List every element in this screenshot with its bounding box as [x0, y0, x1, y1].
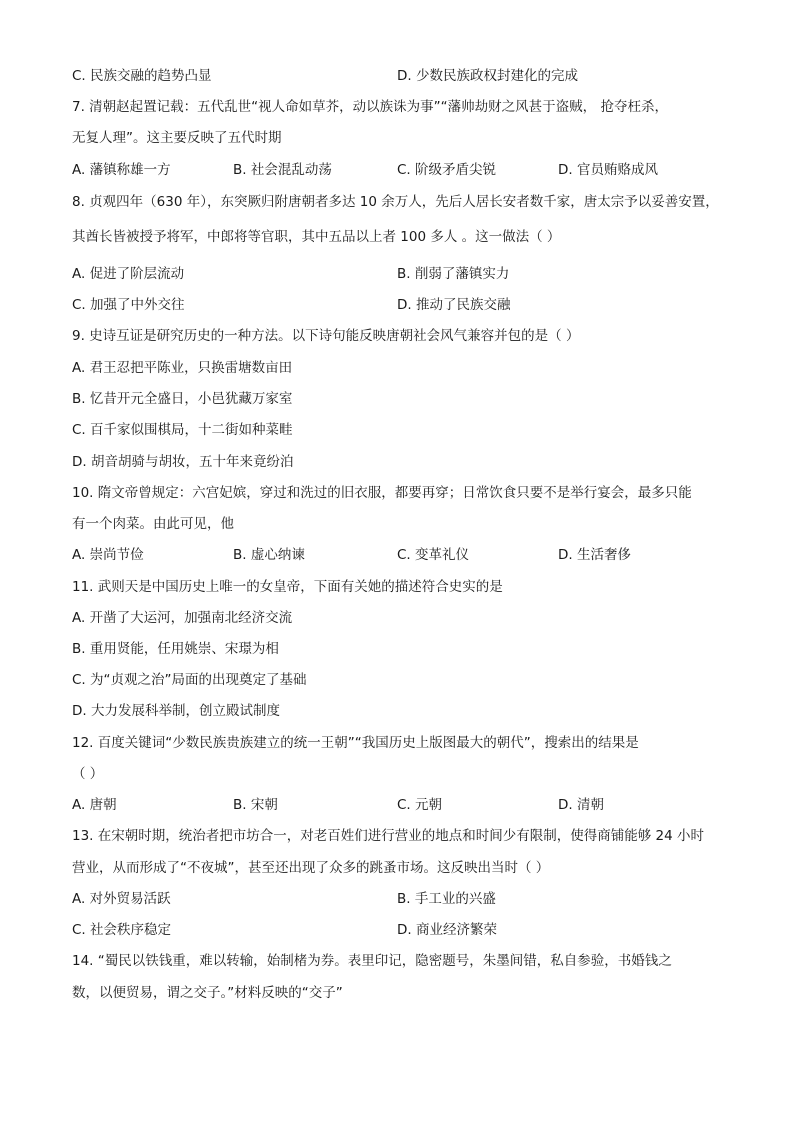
q14-stem-line1: 14. “蜀民以铁钱重，难以转输，始制楮为券。表里印记，隐密题号，朱墨间错，私自参验，书婚钱之: [72, 953, 672, 969]
q13-option-a: A. 对外贸易活跃: [72, 891, 171, 907]
q8-option-b: B. 削弱了藩镇实力: [397, 266, 510, 282]
q8-option-c: C. 加强了中外交往: [72, 297, 185, 313]
q12-stem-line1: 12. 百度关键词“少数民族贵族建立的统一王朝”“我国历史上版图最大的朝代”，搜索出的结果是: [72, 735, 639, 751]
q13-option-b: B. 手工业的兴盛: [397, 891, 496, 907]
q7-option-d: D. 官员贿赂成风: [558, 162, 658, 178]
q13-option-c: C. 社会秩序稳定: [72, 922, 172, 938]
q7-stem-line1: 7. 清朝赵起置记载：五代乱世“视人命如草芥，动以族诛为事”“藩帅劫财之风甚于盗贼， 抢夺枉杀，: [72, 99, 668, 115]
q7-option-c: C. 阶级矛盾尖锐: [397, 162, 497, 178]
q8-stem-line2: 其酋长皆被授予将军，中郎将等官职，其中五品以上者 100 多人 。这一做法（ ）: [72, 229, 561, 245]
q10-option-b: B. 虚心纳谏: [233, 547, 305, 563]
q8-option-a: A. 促进了阶层流动: [72, 266, 185, 282]
q10-stem-line2: 有一个肉菜。由此可见，他: [72, 516, 234, 532]
q8-stem-line1: 8. 贞观四年（630 年），东突厥归附唐朝者多达 10 余万人，先后人居长安者数千家，唐太宗予以妥善安置，: [72, 194, 719, 210]
q10-stem-line1: 10. 隋文帝曾规定：六宫妃嫔，穿过和洗过的旧衣服，都要再穿；日常饮食只要不是举行宴会，最多只能: [72, 485, 692, 501]
q6-option-d: D. 少数民族政权封建化的完成: [397, 68, 578, 84]
q12-option-c: C. 元朝: [397, 797, 443, 813]
q11-option-d: D. 大力发展科举制，创立殿试制度: [72, 703, 280, 719]
q7-option-a: A. 藩镇称雄一方: [72, 162, 171, 178]
q12-stem-line2: （ ）: [72, 766, 104, 782]
q9-stem: 9. 史诗互证是研究历史的一种方法。以下诗句能反映唐朝社会风气兼容并包的是（ ）: [72, 328, 580, 344]
q9-option-b: B. 忆昔开元全盛日，小邑犹藏万家室: [72, 391, 293, 407]
q12-option-a: A. 唐朝: [72, 797, 117, 813]
q7-option-b: B. 社会混乱动荡: [233, 162, 332, 178]
q11-option-c: C. 为“贞观之治”局面的出现奠定了基础: [72, 672, 307, 688]
q13-stem-line1: 13. 在宋朝时期，统治者把市坊合一，对老百姓们进行营业的地点和时间少有限制，使得商铺能够 24 小时: [72, 828, 705, 844]
q8-option-d: D. 推动了民族交融: [397, 297, 511, 313]
q10-option-d: D. 生活奢侈: [558, 547, 631, 563]
q12-option-b: B. 宋朝: [233, 797, 278, 813]
q7-stem-line2: 无复人理”。这主要反映了五代时期: [72, 130, 282, 146]
q10-option-c: C. 变革礼仪: [397, 547, 470, 563]
q10-option-a: A. 崇尚节俭: [72, 547, 144, 563]
q9-option-c: C. 百千家似围棋局，十二街如种菜畦: [72, 422, 293, 438]
q13-option-d: D. 商业经济繁荣: [397, 922, 497, 938]
q9-option-a: A. 君王忍把平陈业，只换雷塘数亩田: [72, 360, 293, 376]
q14-stem-line2: 数，以便贸易，谓之交子。”材料反映的“交子”: [72, 985, 343, 1001]
q12-option-d: D. 清朝: [558, 797, 604, 813]
q9-option-d: D. 胡音胡骑与胡妆，五十年来竟纷泊: [72, 454, 294, 470]
q13-stem-line2: 营业，从而形成了“不夜城”，甚至还出现了众多的跳蚤市场。这反映出当时（ ）: [72, 860, 550, 876]
q11-option-a: A. 开凿了大运河，加强南北经济交流: [72, 610, 293, 626]
q6-option-c: C. 民族交融的趋势凸显: [72, 68, 212, 84]
q11-stem: 11. 武则天是中国历史上唯一的女皇帝，下面有关她的描述符合史实的是: [72, 579, 503, 595]
q11-option-b: B. 重用贤能，任用姚崇、宋璟为相: [72, 641, 279, 657]
